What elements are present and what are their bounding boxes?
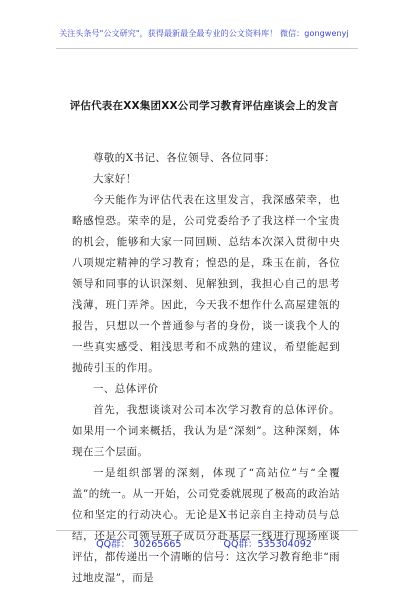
paragraph: 一是组织部署的深刻，体现了“高站位”与“全覆盖”的统一。从一开始，公司党委就展现了极高的政治站位和坚定的行动决心。无论是X书记亲自主持动员与总结，还是公司领导班子成员分赴基层一线进行现场座谈评估，都传递出一个清晰的信号：这次学习教育绝非“雨过地皮湿”，而是 (72, 467, 340, 584)
header-divider (56, 48, 358, 49)
paragraph: 今天能作为评估代表在这里发言，我深感荣幸，也略感惶恐。荣幸的是，公司党委给予了我这样一个宝贵的机会，能够和大家一同回顾、总结本次深入贯彻中央八项规定精神的学习教育；惶恐的是，珠玉在前，各位领导和同事的认识深刻、见解独到，我担心自己的思考浅薄，班门弄斧。因此，今天我不想作什么高屋建瓴的报告，只想以一个普通参与者的身份，谈一谈我个人的一些真实感受、粗浅思考和不成熟的建议，希望能起到抛砖引玉的作用。 (72, 194, 340, 374)
footer-divider (56, 530, 358, 531)
header-note: 关注头条号"公文研究"，获得最新最全最专业的公文资料库！ 微信：gongwenyj (59, 29, 349, 38)
paragraph: 首先，我想谈谈对公司本次学习教育的总体评价。如果用一个词来概括，我认为是“深刻”。这种深刻，体现在三个层面。 (72, 404, 340, 458)
document-title: 评估代表在XX集团XX公司学习教育评估座谈会上的发言 (69, 100, 339, 112)
footer-qq-group-1: QQ群： 30265665 (96, 539, 182, 550)
document-body (72, 148, 340, 589)
section-heading: 一、总体评价 (93, 383, 159, 395)
salutation: 尊敬的X书记、各位领导、各位同事： (93, 152, 276, 164)
footer (0, 536, 408, 550)
footer-qq-group-2: QQ群：535304092 (223, 539, 312, 550)
greeting: 大家好！ (93, 173, 137, 185)
